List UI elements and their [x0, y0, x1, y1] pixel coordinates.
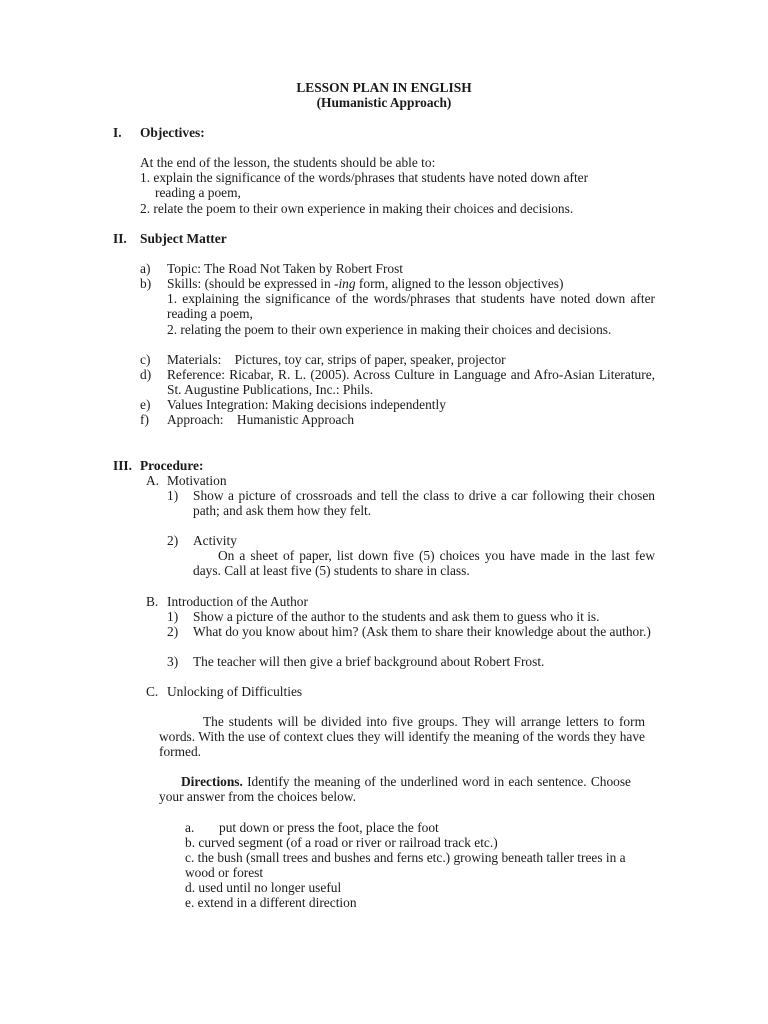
directions-label: Directions. [181, 774, 243, 789]
subject-skill-2: 2. relating the poem to their own experience in making their choices and decisions. [167, 322, 612, 337]
choice-a: put down or press the foot, place the foot [219, 820, 439, 835]
procedure-motivation-title: Motivation [167, 473, 227, 488]
subject-item-d-label: d) [140, 367, 152, 382]
subject-approach: Approach: Humanistic Approach [167, 412, 355, 427]
procedure-author-intro-title: Introduction of the Author [167, 594, 308, 609]
activity-number: 2) [167, 533, 179, 548]
subject-item-c-label: c) [140, 352, 151, 367]
section-heading-subject-matter: Subject Matter [140, 231, 227, 246]
section-heading-objectives: Objectives: [140, 125, 205, 140]
subject-skill-1: 1. explaining the significance of the words/phrases that students have noted down after reading a poem, [167, 291, 655, 322]
subject-item-a-label: a) [140, 261, 151, 276]
procedure-unlocking-title: Unlocking of Difficulties [167, 684, 303, 699]
skills-ing-emphasis: -ing [334, 276, 356, 291]
subject-topic: Topic: The Road Not Taken by Robert Frost [167, 261, 404, 276]
section-number-subject-matter: II. [113, 231, 127, 246]
choice-e: e. extend in a different direction [185, 895, 357, 910]
document-title: LESSON PLAN IN ENGLISH [296, 80, 472, 95]
subject-reference: Reference: Ricabar, R. L. (2005). Across Culture in Language and Afro-Asian Literature, St. Augustine Publications, Inc.: Phils. [167, 367, 655, 398]
unlocking-paragraph: The students will be divided into five groups. They will arrange letters to form words. With the use of context clues they will identify the meaning of the words they have formed. [159, 714, 645, 760]
procedure-b-label: B. [146, 594, 159, 609]
subject-materials: Materials: Pictures, toy car, strips of paper, speaker, projector [167, 352, 506, 367]
section-number-objectives: I. [113, 125, 122, 140]
author-step-3: The teacher will then give a brief background about Robert Frost. [193, 654, 545, 669]
procedure-c-label: C. [146, 684, 159, 699]
objective-item-1-continued: reading a poem, [155, 185, 241, 200]
choice-c: c. the bush (small trees and bushes and ferns etc.) growing beneath taller trees in a wood or forest [185, 850, 626, 881]
directions-paragraph: Directions. Identify the meaning of the underlined word in each sentence. Choose your answer from the choices below. [159, 774, 631, 805]
document-subtitle: (Humanistic Approach) [316, 95, 452, 110]
motivation-step-1-number: 1) [167, 488, 179, 503]
section-number-procedure: III. [113, 458, 132, 473]
author-step-1: Show a picture of the author to the students and ask them to guess who it is. [193, 609, 600, 624]
objective-item-2: 2. relate the poem to their own experience in making their choices and decisions. [140, 201, 574, 216]
motivation-step-1: Show a picture of crossroads and tell the class to drive a car following their chosen path; and ask them how they felt. [193, 488, 655, 519]
subject-item-e-label: e) [140, 397, 151, 412]
objective-item-1: 1. explain the significance of the words/phrases that students have noted down after [140, 170, 589, 185]
choice-d: d. used until no longer useful [185, 880, 342, 895]
activity-instructions: On a sheet of paper, list down five (5) choices you have made in the last few days. Call at least five (5) students to share in class. [193, 548, 655, 579]
procedure-a-label: A. [146, 473, 160, 488]
author-step-2: What do you know about him? (Ask them to share their knowledge about the author.) [193, 624, 651, 639]
choice-a-label: a. [185, 820, 195, 835]
activity-title: Activity [193, 533, 237, 548]
author-step-2-number: 2) [167, 624, 179, 639]
objectives-intro: At the end of the lesson, the students should be able to: [140, 155, 436, 170]
section-heading-procedure: Procedure: [140, 458, 204, 473]
author-step-3-number: 3) [167, 654, 179, 669]
subject-values-integration: Values Integration: Making decisions independently [167, 397, 446, 412]
subject-item-b-label: b) [140, 276, 152, 291]
subject-skills: Skills: (should be expressed in -ing form, aligned to the lesson objectives) [167, 276, 564, 291]
subject-item-f-label: f) [140, 412, 149, 427]
author-step-1-number: 1) [167, 609, 179, 624]
choice-b: b. curved segment (of a road or river or railroad track etc.) [185, 835, 498, 850]
